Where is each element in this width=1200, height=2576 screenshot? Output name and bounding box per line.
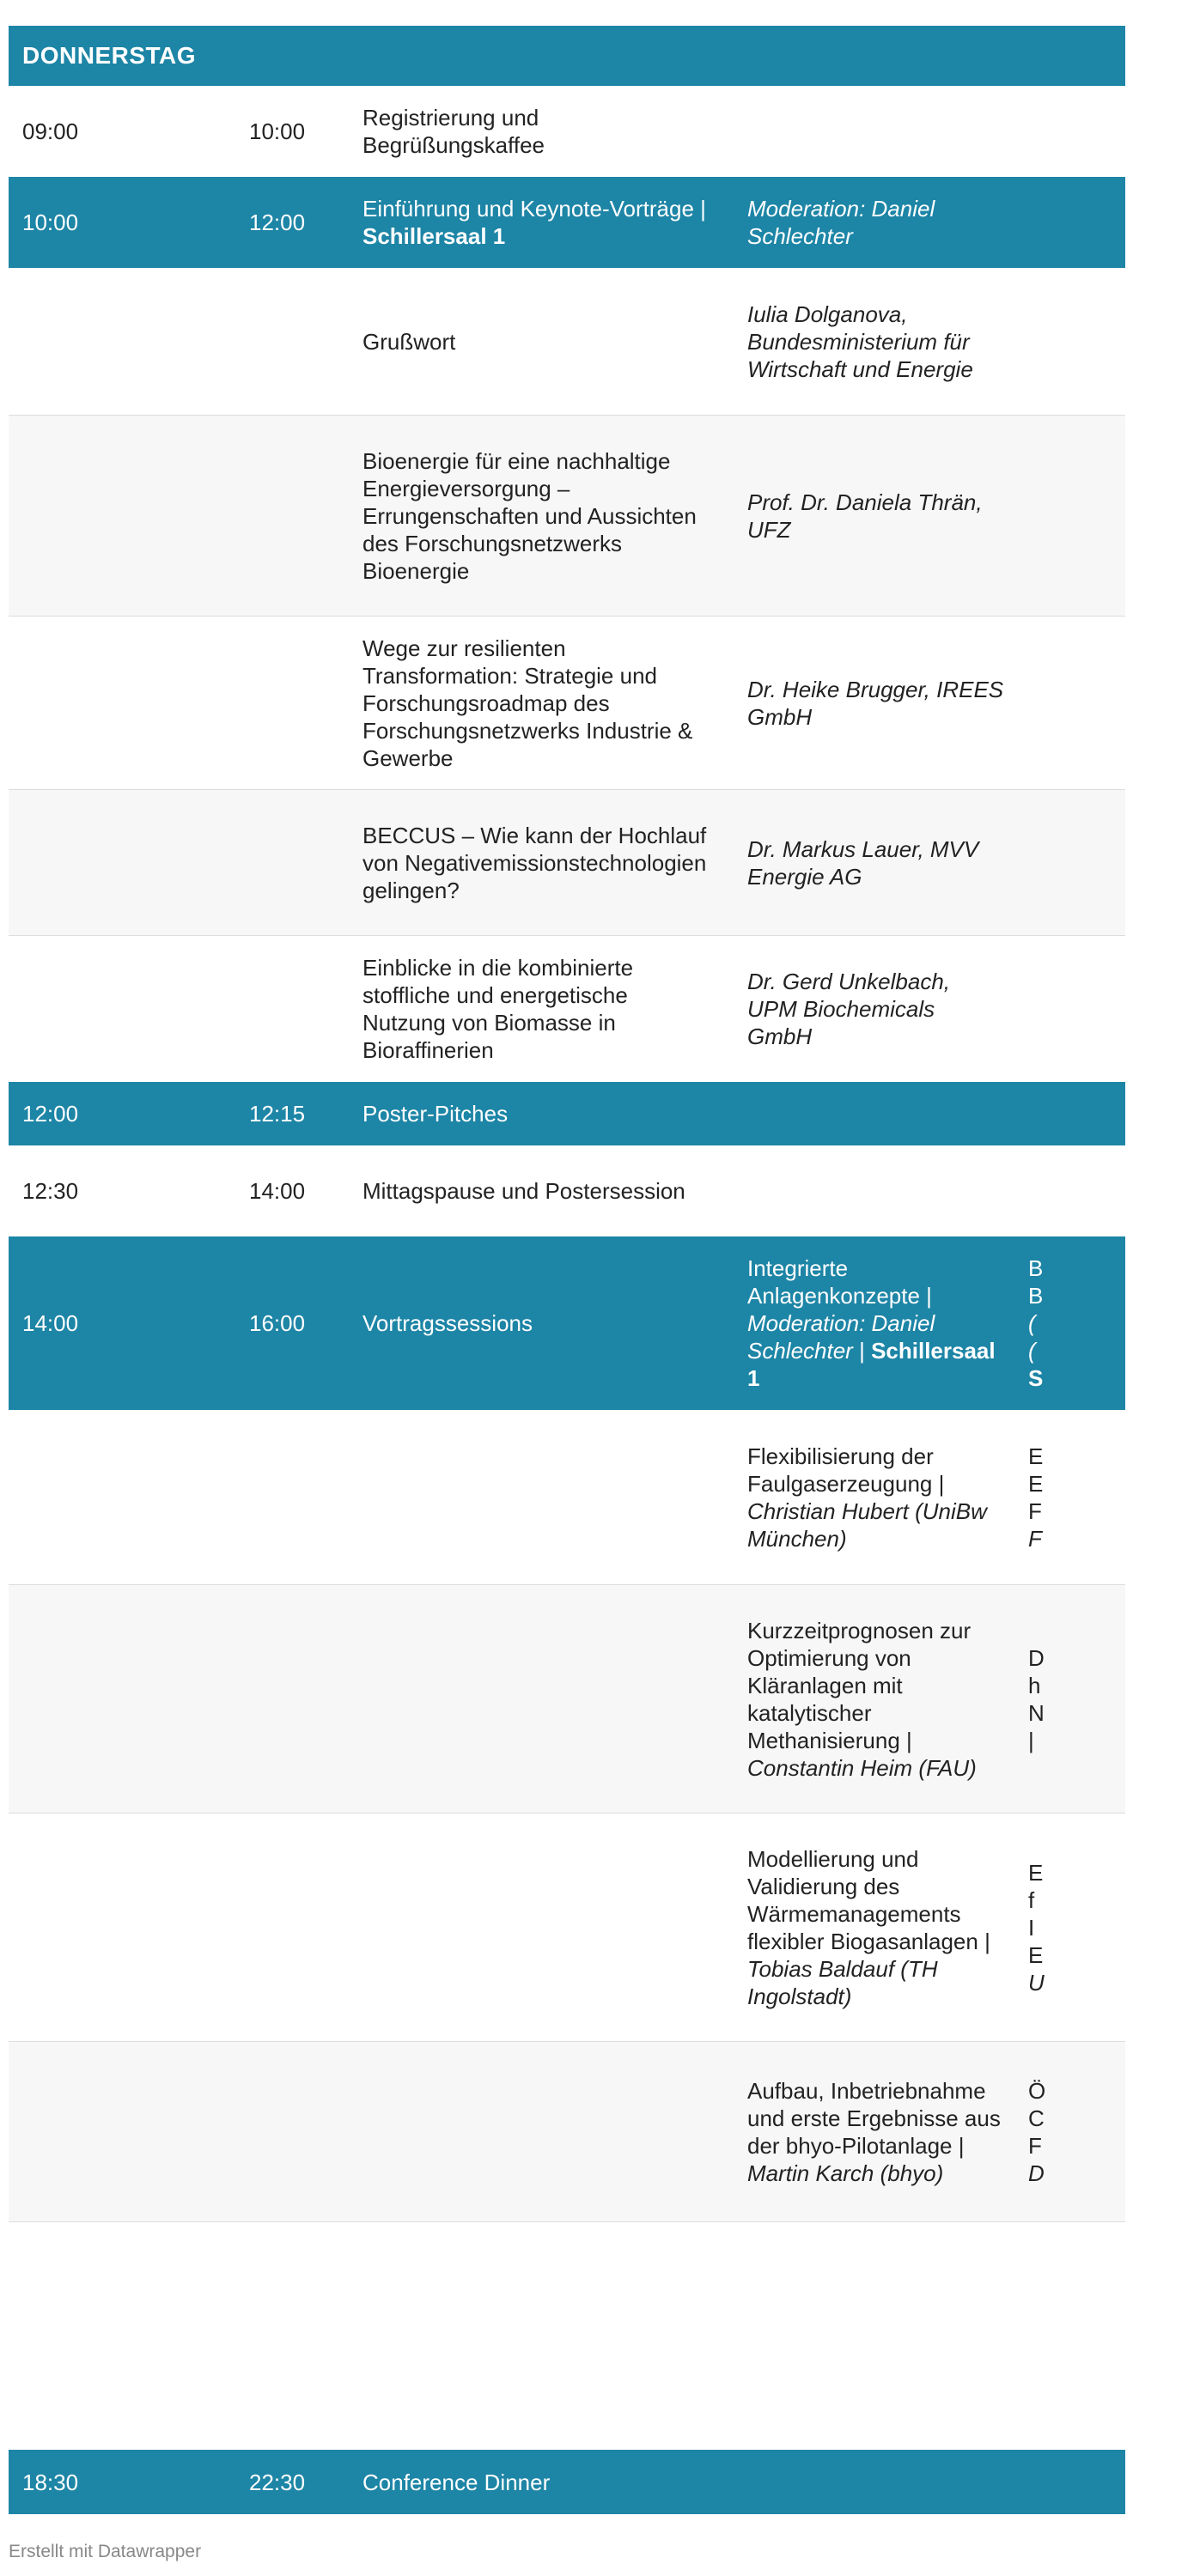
end-time: 10:00 [249, 118, 306, 144]
table-row [9, 1236, 1125, 1410]
schedule-table [9, 26, 1046, 2514]
table-row [9, 86, 1125, 177]
speaker: Dr. Heike Brugger, IREES GmbH [747, 676, 1004, 730]
event-title: Mittagspause und Postersession [362, 1178, 685, 1204]
talk-title: Wege zur resilienten Transformation: Strategie und Forschungsroadmap des Forschungsnetzwerks Industrie & Gewerbe [362, 635, 693, 771]
table-row [9, 268, 1125, 416]
table-row [9, 2042, 1125, 2222]
session-talk: Modellierung und Validierung des Wärmemanagements flexibler Biogasanlagen | Tobias Baldauf (TH Ingolstadt) [747, 1845, 990, 2009]
event-title: Einführung und Keynote-Vorträge | Schillersaal 1 [362, 196, 706, 249]
table-row [9, 617, 1125, 790]
session-talk: Flexibilisierung der Faulgaserzeugung | Christian Hubert (UniBw München) [747, 1443, 987, 1552]
session-talk: Kurzzeitprognosen zur Optimierung von Kläranlagen mit katalytischer Methanisierung | Constantin Heim (FAU) [747, 1617, 977, 1781]
table-row [9, 177, 1125, 268]
moderation: Moderation: Daniel Schlechter [747, 196, 935, 249]
speaker: Iulia Dolganova, Bundesministerium für Wirtschaft und Energie [747, 301, 973, 382]
day-header: DONNERSTAG [22, 42, 197, 69]
table-row [9, 2450, 1125, 2514]
speaker: Prof. Dr. Daniela Thrän, UFZ [747, 489, 983, 543]
session-talk: Aufbau, Inbetriebnahme und erste Ergebnisse aus der bhyo-Pilotanlage | Martin Karch (bhyo) [747, 2077, 1001, 2186]
start-time: 10:00 [22, 210, 79, 235]
start-time: 12:00 [22, 1101, 79, 1127]
day-header-row [9, 26, 1125, 86]
footer-credit: Erstellt mit Datawrapper [9, 2542, 202, 2561]
talk-title: BECCUS – Wie kann der Hochlauf von Negativemissionstechnologien gelingen? [362, 822, 707, 903]
event-title: Conference Dinner [362, 2469, 551, 2495]
cut-off-column: B B ( ( S [1028, 1255, 1044, 1391]
room-name: Schillersaal 1 [362, 223, 506, 249]
event-title: Registrierung und Begrüßungskaffee [362, 105, 545, 158]
table-row [9, 416, 1125, 617]
table-row [9, 1585, 1125, 1814]
session-info: Integrierte Anlagenkonzepte | Moderation: Daniel Schlechter | Schillersaal 1 [747, 1255, 996, 1391]
table-row [9, 1145, 1125, 1236]
cut-off-column: D h N | [1028, 1644, 1045, 1753]
end-time: 22:30 [249, 2469, 306, 2495]
talk-title: Einblicke in die kombinierte stoffliche und energetische Nutzung von Biomasse in Bioraffinerien [362, 955, 634, 1063]
start-time: 14:00 [22, 1310, 79, 1336]
room-name: Schillersaal 1 [747, 1338, 996, 1391]
speaker: Dr. Gerd Unkelbach, UPM Biochemicals GmbH [747, 969, 951, 1049]
start-time: 09:00 [22, 118, 79, 144]
event-title: Poster-Pitches [362, 1101, 509, 1127]
cut-off-column: Ö C F D [1028, 2077, 1046, 2186]
speaker: Dr. Markus Lauer, MVV Energie AG [747, 835, 979, 890]
start-time: 12:30 [22, 1178, 79, 1204]
talk-title: Grußwort [362, 328, 456, 355]
cut-off-column: E f I E U [1028, 1859, 1045, 1996]
event-title: Vortragssessions [362, 1310, 533, 1336]
talk-title: Bioenergie für eine nachhaltige Energieversorgung – Errungenschaften und Aussichten des Forschungsnetzwerks Bioenergie [362, 447, 697, 584]
table-row [9, 1814, 1125, 2042]
table-row [9, 1082, 1125, 1145]
start-time: 18:30 [22, 2469, 79, 2495]
table-row [9, 1410, 1125, 1585]
end-time: 12:15 [249, 1101, 306, 1127]
end-time: 12:00 [249, 210, 306, 235]
end-time: 14:00 [249, 1178, 306, 1204]
cut-off-column: E E F F [1028, 1443, 1044, 1552]
end-time: 16:00 [249, 1310, 306, 1336]
table-row [9, 790, 1125, 936]
table-row [9, 936, 1125, 1082]
